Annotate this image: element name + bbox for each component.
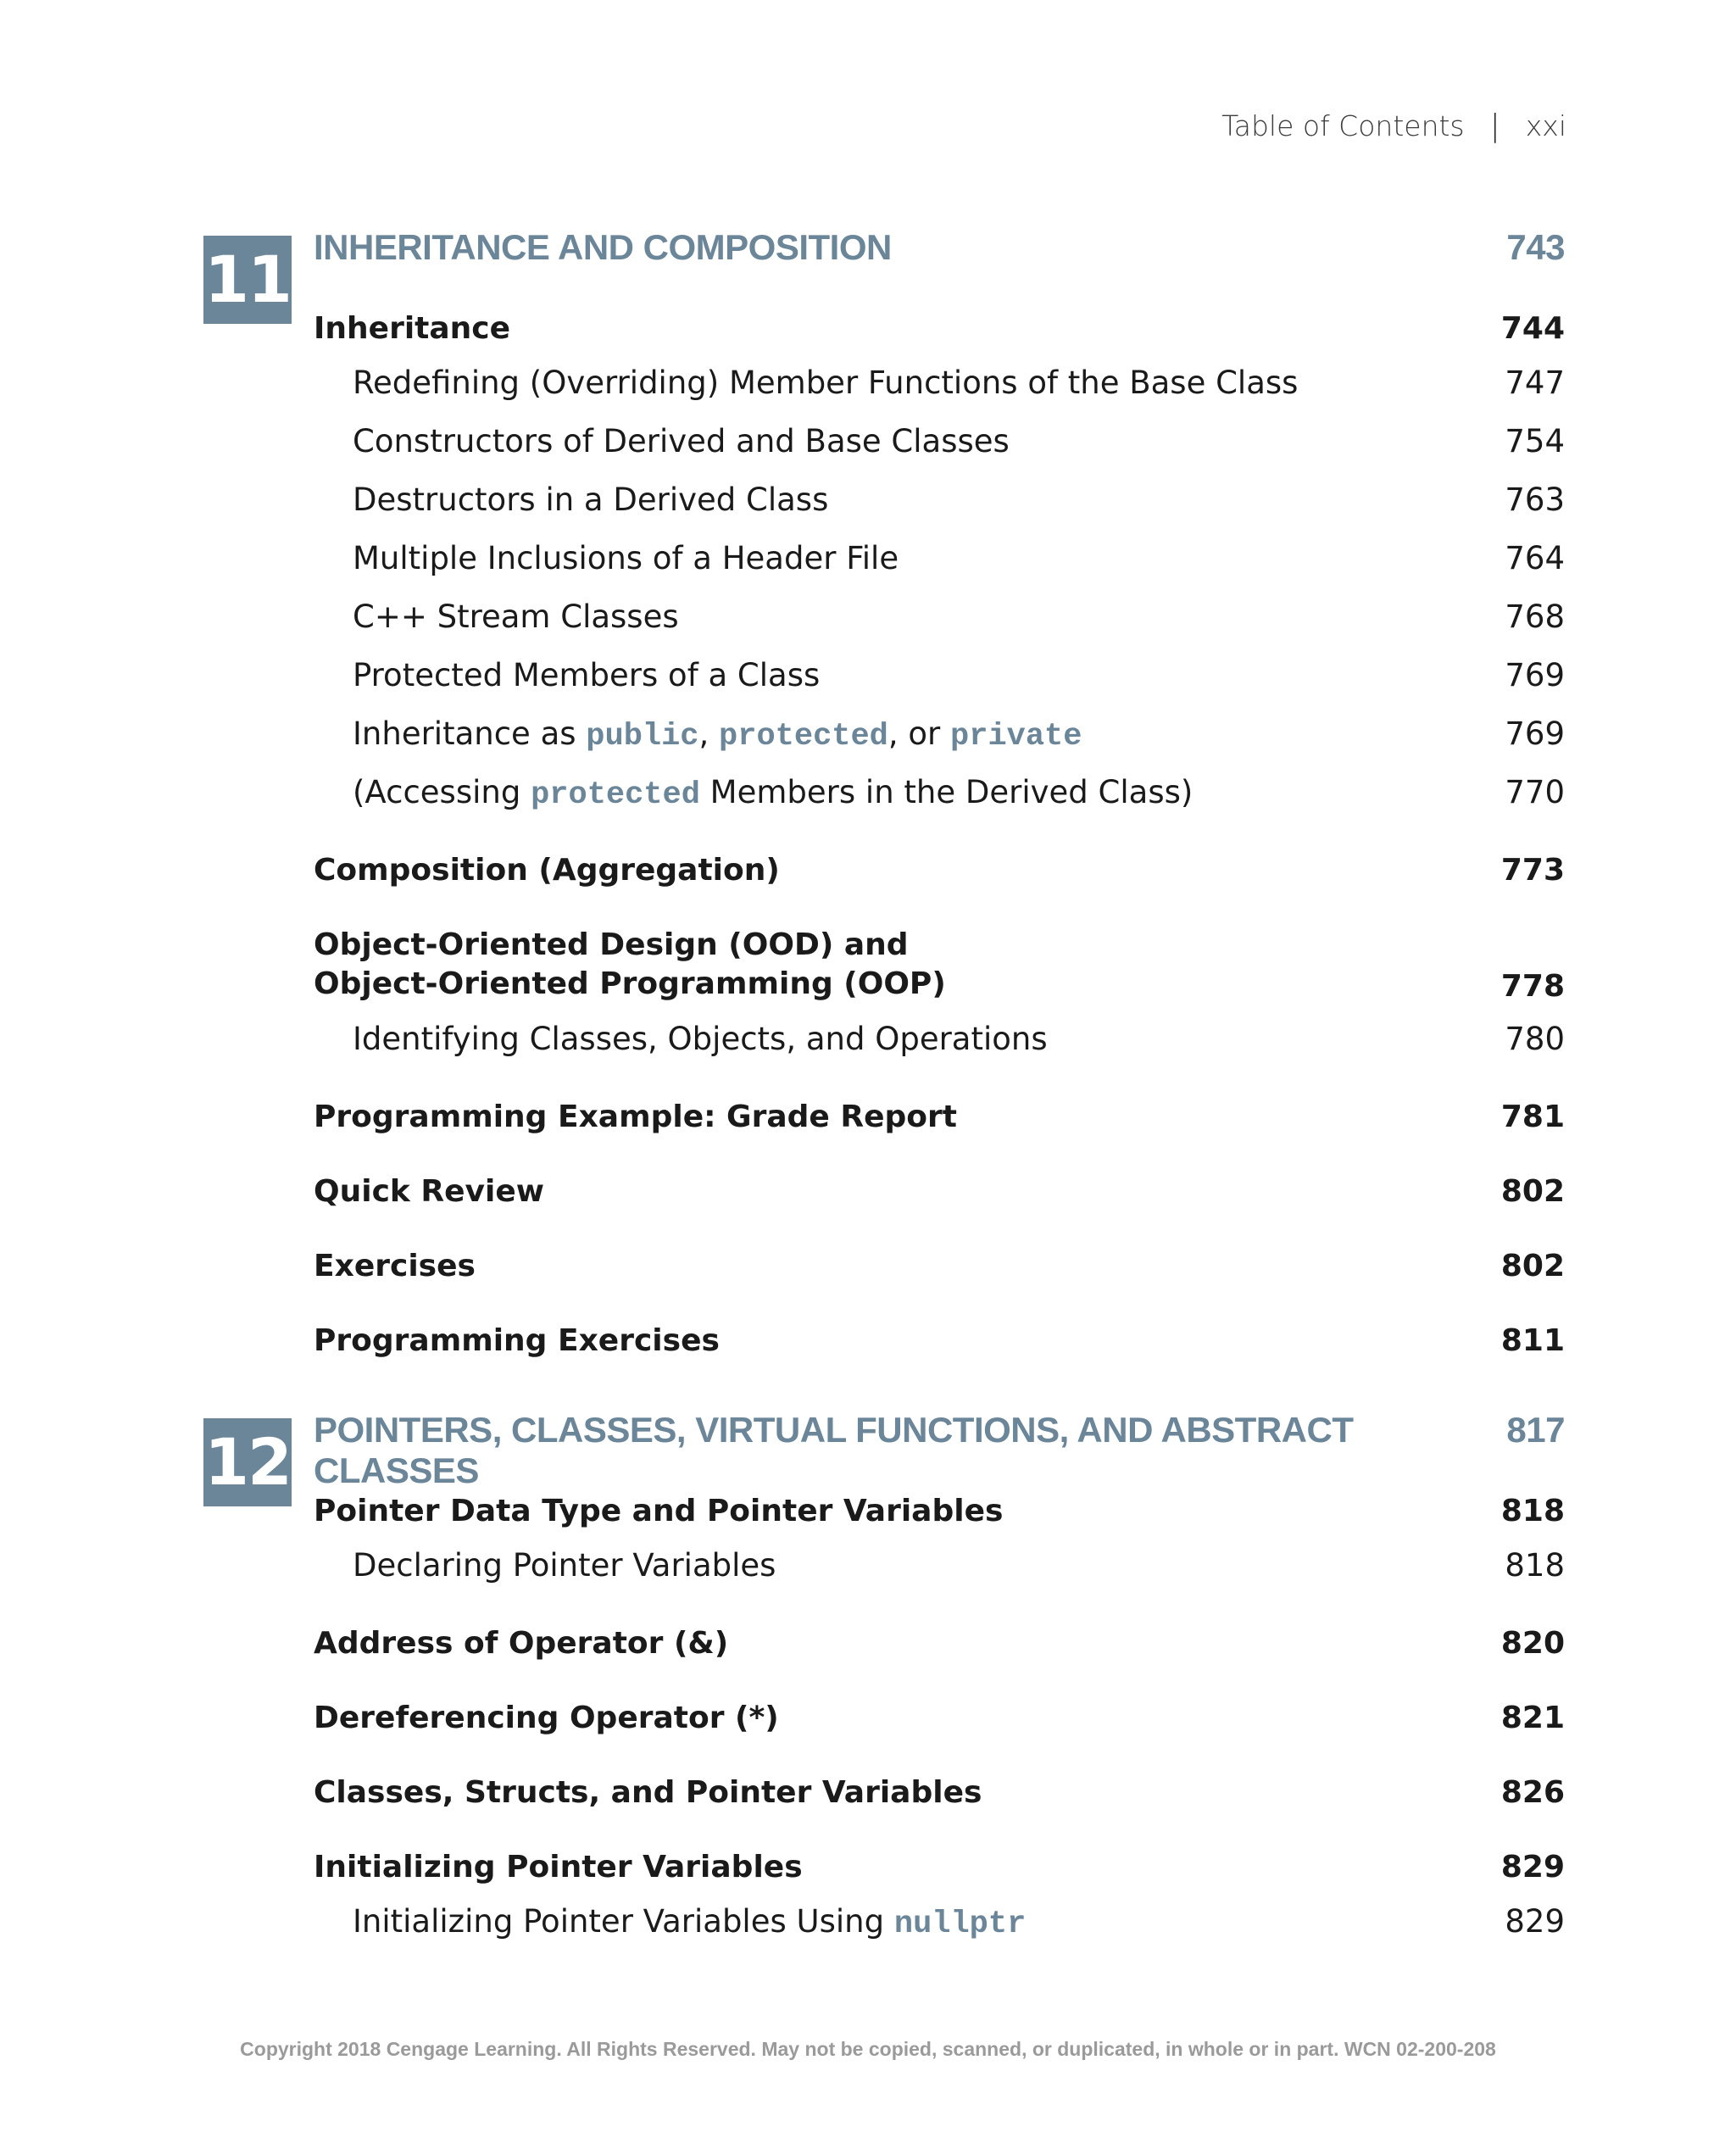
chapter-11-badge: 11 xyxy=(203,236,292,324)
code-keyword: private xyxy=(950,719,1082,754)
toc-entry-label: Redefining (Overriding) Member Functions of the Base Class xyxy=(353,365,1299,401)
toc-entry[interactable] xyxy=(314,715,1565,754)
header-page-number: xxi xyxy=(1525,109,1566,142)
toc-entry-label: Exercises xyxy=(314,1249,476,1283)
code-keyword: protected xyxy=(719,719,888,754)
label-text: Members in the Derived Class) xyxy=(699,774,1194,810)
toc-entry-page: 829 xyxy=(1505,1903,1565,1940)
toc-entry[interactable] xyxy=(314,1100,1565,1134)
toc-entry-page: 773 xyxy=(1500,853,1565,888)
toc-entry-page: 802 xyxy=(1500,1174,1565,1209)
toc-entry[interactable] xyxy=(314,1494,1565,1528)
toc-entry-label: Protected Members of a Class xyxy=(353,657,821,693)
toc-entry-page: 744 xyxy=(1500,311,1565,346)
toc-entry[interactable] xyxy=(314,598,1565,635)
toc-entry[interactable] xyxy=(314,1323,1565,1358)
toc-entry[interactable] xyxy=(314,1775,1565,1810)
toc-entry-page: 781 xyxy=(1500,1100,1565,1134)
toc-entry-label: Constructors of Derived and Base Classes xyxy=(353,423,1010,459)
toc-entry-page: 811 xyxy=(1500,1323,1565,1358)
code-keyword: public xyxy=(586,719,699,754)
toc-entry-label xyxy=(353,1903,1026,1942)
chapter-12-page: 817 xyxy=(1506,1410,1565,1450)
label-line: Object-Oriented Programming (OOP) xyxy=(314,966,946,1001)
toc-entry-page: 764 xyxy=(1505,540,1565,576)
toc-entry-label: Classes, Structs, and Pointer Variables xyxy=(314,1775,982,1810)
toc-entry-label xyxy=(353,715,1082,754)
code-keyword: nullptr xyxy=(893,1907,1027,1942)
toc-entry-label: Inheritance xyxy=(314,311,511,346)
chapter-11-title: INHERITANCE AND COMPOSITION xyxy=(314,227,892,267)
chapter-12-title: POINTERS, CLASSES, VIRTUAL FUNCTIONS, AND ABSTRACT CLASSES xyxy=(314,1410,1354,1490)
toc-entry[interactable] xyxy=(314,1701,1565,1735)
toc-entry[interactable] xyxy=(314,311,1565,346)
toc-entry-page: 768 xyxy=(1505,598,1565,635)
header-section-title: Table of Contents xyxy=(1221,109,1465,142)
toc-entry-page: 763 xyxy=(1505,482,1565,518)
toc-entry-page: 818 xyxy=(1500,1494,1565,1528)
toc-entry-page: 769 xyxy=(1505,657,1565,693)
toc-entry-label: C++ Stream Classes xyxy=(353,598,679,635)
toc-entry-page: 780 xyxy=(1505,1021,1565,1057)
toc-entry[interactable] xyxy=(314,657,1565,693)
toc-entry[interactable] xyxy=(314,482,1565,518)
toc-entry-page: 747 xyxy=(1505,365,1565,401)
toc-entry[interactable] xyxy=(314,853,1565,888)
toc-entry-label: Address of Operator (&) xyxy=(314,1626,729,1661)
toc-entry[interactable] xyxy=(314,1547,1565,1584)
toc-entry-label: Multiple Inclusions of a Header File xyxy=(353,540,899,576)
chapter-12-badge: 12 xyxy=(203,1418,292,1506)
toc-entry-page: 829 xyxy=(1500,1850,1565,1885)
toc-entry[interactable] xyxy=(314,540,1565,576)
toc-entry-label: Quick Review xyxy=(314,1174,545,1209)
toc-entry-label: Declaring Pointer Variables xyxy=(353,1547,776,1584)
label-text: , xyxy=(698,715,720,752)
toc-entry[interactable] xyxy=(314,1021,1565,1057)
header-separator: | xyxy=(1489,109,1500,143)
toc-entry-page: 820 xyxy=(1500,1626,1565,1661)
toc-entry-label xyxy=(353,774,1193,813)
toc-entry-label: Programming Exercises xyxy=(314,1323,720,1358)
chapter-12-title-row[interactable] xyxy=(314,1410,1565,1490)
toc-entry-page: 826 xyxy=(1500,1775,1565,1810)
toc-entry-label: Composition (Aggregation) xyxy=(314,853,780,888)
toc-entry[interactable] xyxy=(314,1850,1565,1885)
copyright-notice: Copyright 2018 Cengage Learning. All Rights Reserved. May not be copied, scanned, or duplicated, in whole or in part. WCN 02-200-208 xyxy=(240,2038,1496,2060)
chapter-11-title-row[interactable] xyxy=(314,227,1565,278)
toc-entry[interactable] xyxy=(314,926,1565,1004)
toc-entry[interactable] xyxy=(314,1903,1565,1942)
toc-entry-page: 802 xyxy=(1500,1249,1565,1283)
toc-entry[interactable] xyxy=(314,1626,1565,1661)
label-text: , or xyxy=(887,715,951,752)
toc-entry[interactable] xyxy=(314,423,1565,459)
label-text: Inheritance as xyxy=(353,715,587,752)
toc-entry-page: 770 xyxy=(1505,774,1565,810)
toc-entry-page: 754 xyxy=(1505,423,1565,459)
toc-entry[interactable] xyxy=(314,1249,1565,1283)
toc-entry-label: Initializing Pointer Variables xyxy=(314,1850,803,1885)
chapter-11-page: 743 xyxy=(1506,227,1565,267)
toc-entry[interactable] xyxy=(314,365,1565,401)
code-keyword: protected xyxy=(531,777,700,813)
running-header xyxy=(1221,109,1566,143)
toc-entry-label xyxy=(314,926,946,1004)
toc-entry-label: Programming Example: Grade Report xyxy=(314,1100,957,1134)
toc-entry-label: Pointer Data Type and Pointer Variables xyxy=(314,1494,1004,1528)
toc-entry-label: Destructors in a Derived Class xyxy=(353,482,829,518)
toc-entry[interactable] xyxy=(314,1174,1565,1209)
toc-entry-page: 821 xyxy=(1500,1701,1565,1735)
toc-entry-page: 769 xyxy=(1505,715,1565,752)
label-line: Object-Oriented Design (OOD) and xyxy=(314,927,909,962)
toc-entry[interactable] xyxy=(314,774,1565,813)
label-text: (Accessing xyxy=(353,774,531,810)
toc-entry-page: 778 xyxy=(1500,969,1565,1004)
toc-entry-label: Identifying Classes, Objects, and Operations xyxy=(353,1021,1048,1057)
toc-entry-page: 818 xyxy=(1505,1547,1565,1584)
label-text: Initializing Pointer Variables Using xyxy=(353,1903,894,1940)
toc-entry-label: Dereferencing Operator (*) xyxy=(314,1701,779,1735)
